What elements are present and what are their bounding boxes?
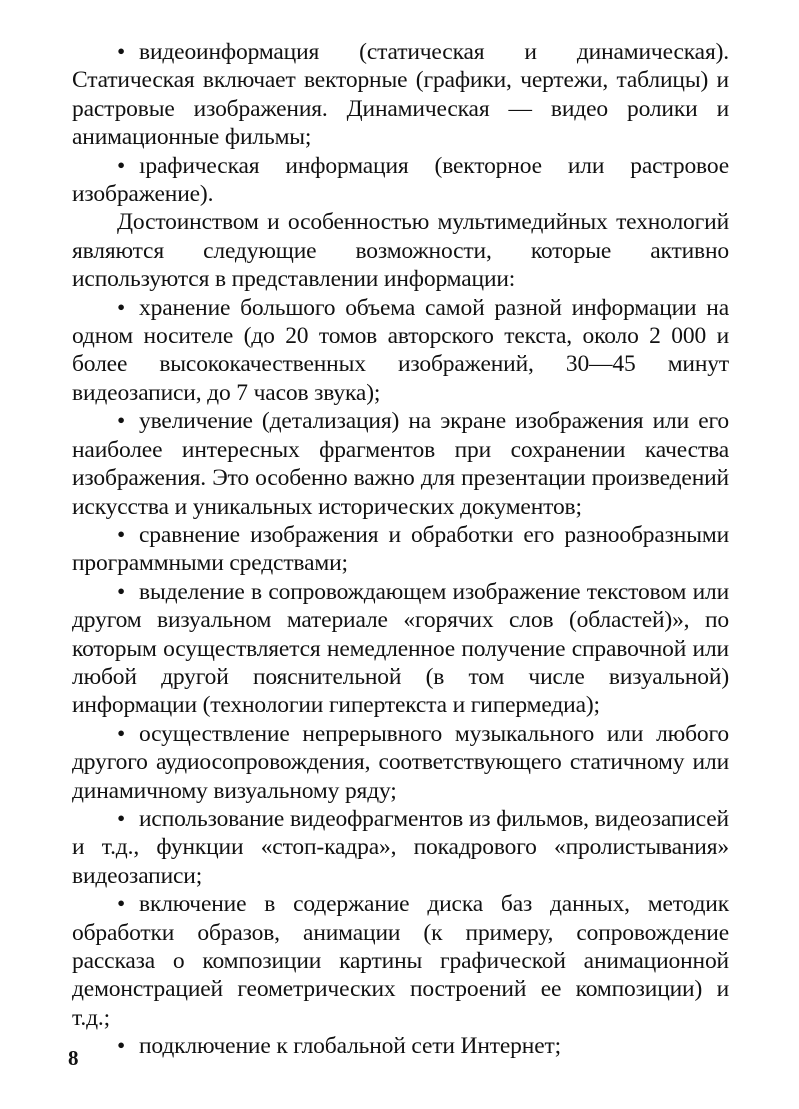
paragraph-bullet-compare — [72, 521, 729, 578]
paragraph-bullet-hotwords — [72, 578, 729, 720]
paragraph-text: использование видеофрагментов из фильмов, видеозаписей и т.д., функции «стоп-кадра», покадрового «пролистывания» видеозаписи; — [72, 805, 729, 889]
paragraph-intro — [72, 208, 729, 293]
paragraph-bullet-graphics — [72, 152, 729, 209]
bullet-marker: • — [117, 891, 126, 918]
paragraph-text: сравнение изображения и обработки его разнообразными программными средствами; — [72, 521, 729, 577]
page-number: 8 — [68, 1046, 79, 1070]
bullet-marker: • — [117, 805, 126, 832]
bullet-marker: • — [117, 1033, 126, 1060]
bullet-marker: • — [117, 720, 126, 747]
paragraph-bullet-video — [72, 38, 729, 152]
paragraph-bullet-storage — [72, 294, 729, 408]
bullet-marker: • — [117, 294, 126, 321]
paragraph-text: выделение в сопровождающем изображение текстовом или другом визуальном материале «горячих слов (областей)», по которым осуществляется немедленное получение справочной или любой другой пояснительной (в том числе визуальной) информации (технологии гипертекста и гипермедиа); — [72, 578, 729, 719]
paragraph-text: включение в содержание диска баз данных, методик обработки образов, анимации (к примеру, сопровождение рассказа о композиции картины графической анимационной демонстрацией геометрических построений ее композиции) и т.д.; — [72, 891, 729, 1031]
bullet-marker: • — [117, 39, 126, 65]
paragraph-text: подключение к глобальной сети Интернет; — [139, 1033, 561, 1060]
bullet-marker: • — [117, 521, 126, 548]
paragraph-bullet-zoom — [72, 407, 729, 521]
paragraph-bullet-videoclips — [72, 805, 729, 890]
paragraph-text: видеоинформация (статическая и динамическая). Статическая включает векторные (графики, чертежи, таблицы) и растровые изображения. Динамическая — видео ролики и анимационные фильмы; — [72, 39, 729, 151]
bullet-marker: • — [117, 578, 126, 605]
paragraph-text: ıрафическая информация (векторное или растровое изображение). — [72, 152, 729, 208]
paragraph-text: хранение большого объема самой разной информации на одном носителе (до 20 томов авторского текста, около 2 000 и более высококачественных изображений, 30—45 минут видеозаписи, до 7 часов звука); — [72, 294, 729, 406]
paragraph-text: осуществление непрерывного музыкального или любого другого аудиосопровождения, соответствующего статичному или динамичному визуальному ряду; — [72, 720, 729, 804]
bullet-marker: • — [117, 152, 126, 179]
paragraph-text: увеличение (детализация) на экране изображения или его наиболее интересных фрагментов при сохранении качества изображения. Это особенно важно для презентации произведений искусства и уникальных исторических документов; — [72, 408, 729, 520]
bullet-marker: • — [117, 408, 126, 435]
paragraph-bullet-databases — [72, 890, 729, 1032]
paragraph-bullet-internet — [72, 1032, 729, 1060]
paragraph-text: Достоинством и особенностью мультимедийных технологий являются следующие возможности, которые активно используются в представлении информации: — [72, 209, 729, 293]
paragraph-bullet-audio — [72, 720, 729, 805]
